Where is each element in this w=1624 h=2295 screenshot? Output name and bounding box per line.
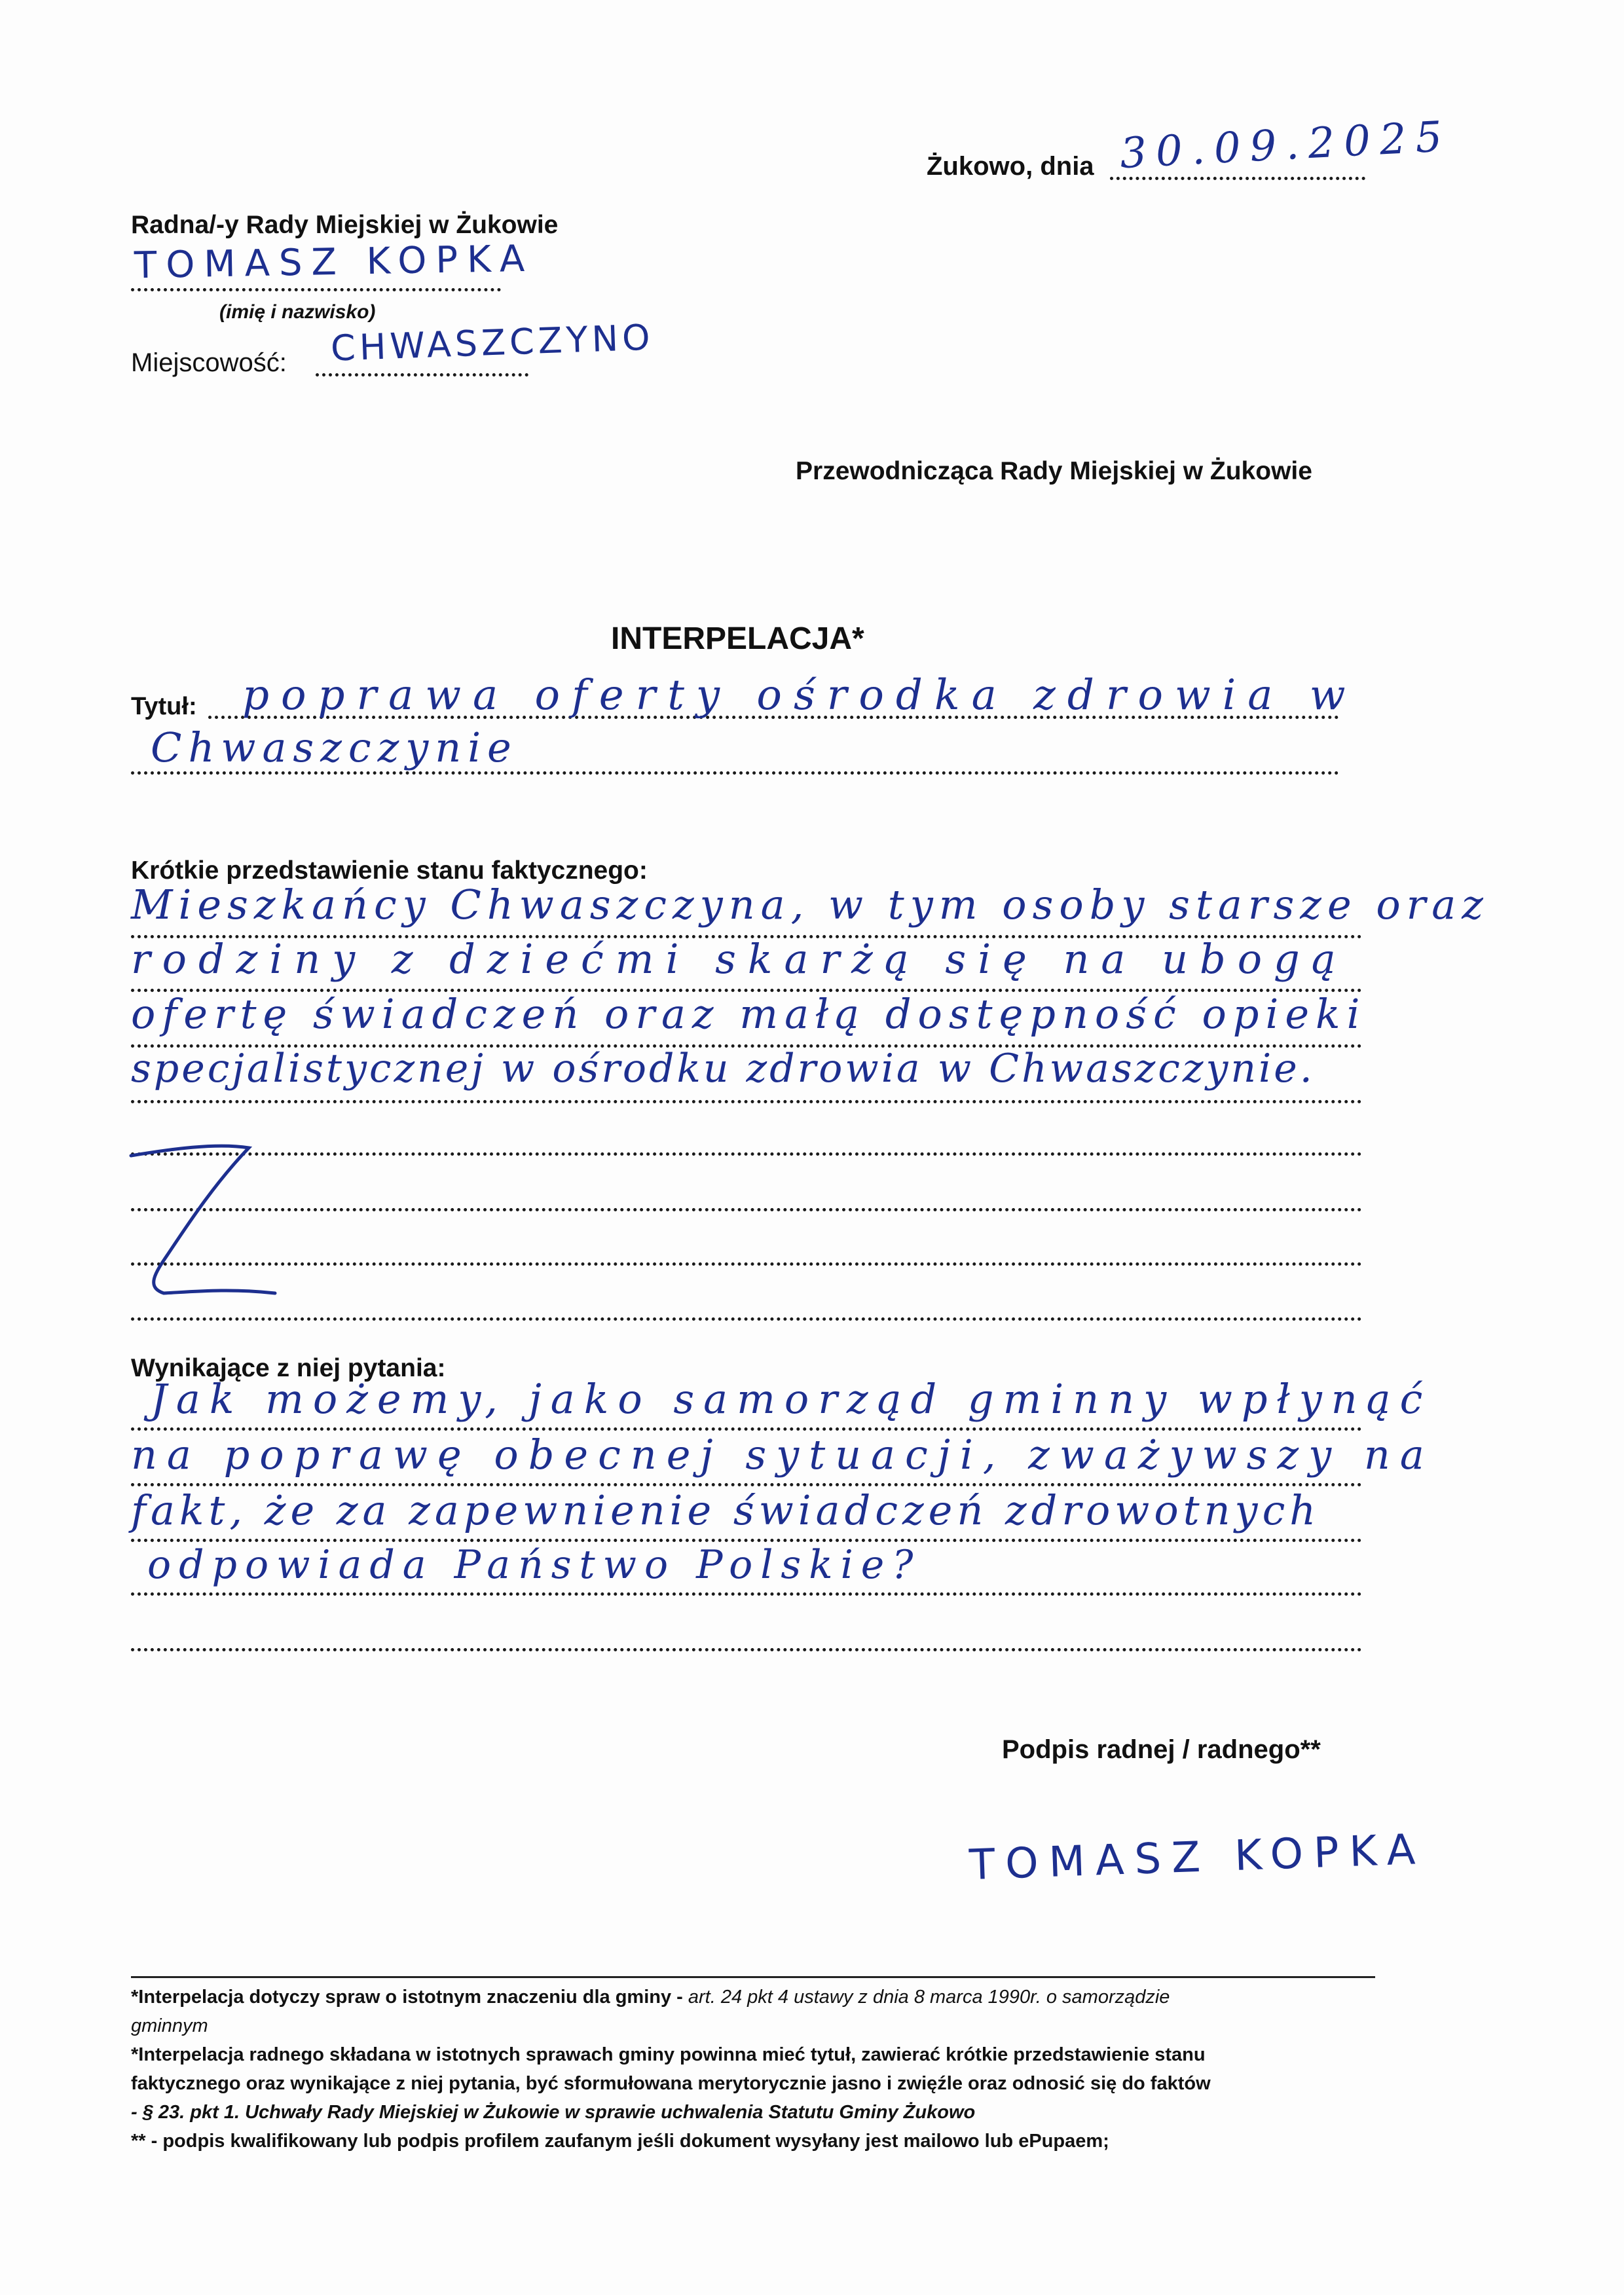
date-dotted-line	[1110, 177, 1365, 180]
signature-handwritten: TOMASZ KOPKA	[968, 1825, 1427, 1890]
footnote-3	[131, 2127, 1375, 2156]
footnote-1-source: art. 24 pkt 4 ustawy z dnia 8 marca 1990r. o samorządzie	[688, 1987, 1170, 2008]
footnote-1-source-cont: gminnym	[131, 2015, 208, 2036]
questions-line-2: na poprawę obecnej sytuacji, zważywszy na	[131, 1431, 1434, 1478]
questions-line-4: odpowiada Państwo Polskie?	[147, 1542, 921, 1588]
footnote-1	[131, 1983, 1375, 2011]
facts-line-2: rodziny z dziećmi skarżą się na ubogą	[131, 935, 1348, 983]
footnote-2-source	[131, 2098, 1375, 2127]
facts-dotted-line-5	[131, 1152, 1362, 1156]
questions-line-1: Jak możemy, jako samorząd gminny wpłynąć	[151, 1375, 1432, 1423]
footnote-2-source-text: - § 23. pkt 1. Uchwały Rady Miejskiej w Żukowie w sprawie uchwalenia Statutu Gminy Żukowo	[131, 2102, 976, 2123]
footnote-2-text: *Interpelacja radnego składana w istotnych sprawach gminy powinna mieć tytuł, zawierać krótkie przedstawienie stanu	[131, 2044, 1206, 2065]
title-line-2: Chwaszczynie	[151, 724, 518, 771]
name-caption: (imię i nazwisko)	[219, 301, 376, 323]
signature-label: Podpis radnej / radnego**	[1002, 1735, 1321, 1764]
footnote-3-text: ** - podpis kwalifikowany lub podpis profilem zaufanym jeśli dokument wysyłany jest mailowo lub ePupaem;	[131, 2131, 1109, 2152]
facts-line-4: specjalistycznej w ośrodku zdrowia w Chwaszczynie.	[131, 1046, 1315, 1092]
title-dotted-line-2	[131, 771, 1339, 775]
date-handwritten: 30.09.2025	[1118, 112, 1453, 179]
questions-dotted-line-5	[131, 1648, 1362, 1651]
questions-heading: Wynikające z niej pytania:	[131, 1354, 446, 1382]
councillor-role-label: Radna/-y Rady Miejskiej w Żukowie	[131, 211, 559, 239]
empty-lines-strike-mark	[118, 1136, 288, 1306]
locality-handwritten: CHWASZCZYNO	[330, 316, 655, 369]
footnote-separator	[131, 1976, 1375, 1978]
questions-dotted-line-4	[131, 1592, 1362, 1596]
facts-dotted-line-8	[131, 1317, 1362, 1321]
locality-label: Miejscowość:	[131, 348, 287, 377]
footnote-2-continuation	[131, 2069, 1375, 2098]
title-label: Tytuł:	[131, 693, 197, 720]
footnote-1-text: *Interpelacja dotyczy spraw o istotnym znaczeniu dla gminy -	[131, 1987, 688, 2008]
place-date-label: Żukowo, dnia	[927, 152, 1094, 181]
footnote-1-continuation	[131, 2011, 1375, 2040]
footnote-2	[131, 2040, 1375, 2069]
name-dotted-line	[131, 288, 501, 291]
facts-heading: Krótkie przedstawienie stanu faktycznego:	[131, 856, 648, 885]
questions-line-3: fakt, że za zapewnienie świadczeń zdrowotnych	[131, 1486, 1321, 1534]
facts-dotted-line-7	[131, 1262, 1362, 1266]
addressee: Przewodnicząca Rady Miejskiej w Żukowie	[796, 457, 1312, 485]
facts-line-3: ofertę świadczeń oraz małą dostępność opieki	[131, 990, 1367, 1038]
footnotes	[131, 1983, 1375, 2156]
facts-line-1: Mieszkańcy Chwaszczyna, w tym osoby starsze oraz	[131, 881, 1489, 928]
councillor-name-handwritten: TOMASZ KOPKA	[134, 237, 534, 287]
locality-dotted-line	[316, 373, 528, 376]
document-title: INTERPELACJA*	[611, 621, 864, 656]
footnote-2-text-cont: faktycznego oraz wynikające z niej pytania, być sformułowana merytorycznie jasno i zwięźle oraz odnosić się do faktów	[131, 2073, 1211, 2094]
title-line-1: poprawa oferty ośrodka zdrowia w	[242, 671, 1357, 720]
facts-dotted-line-6	[131, 1208, 1362, 1211]
facts-dotted-line-4	[131, 1100, 1362, 1103]
